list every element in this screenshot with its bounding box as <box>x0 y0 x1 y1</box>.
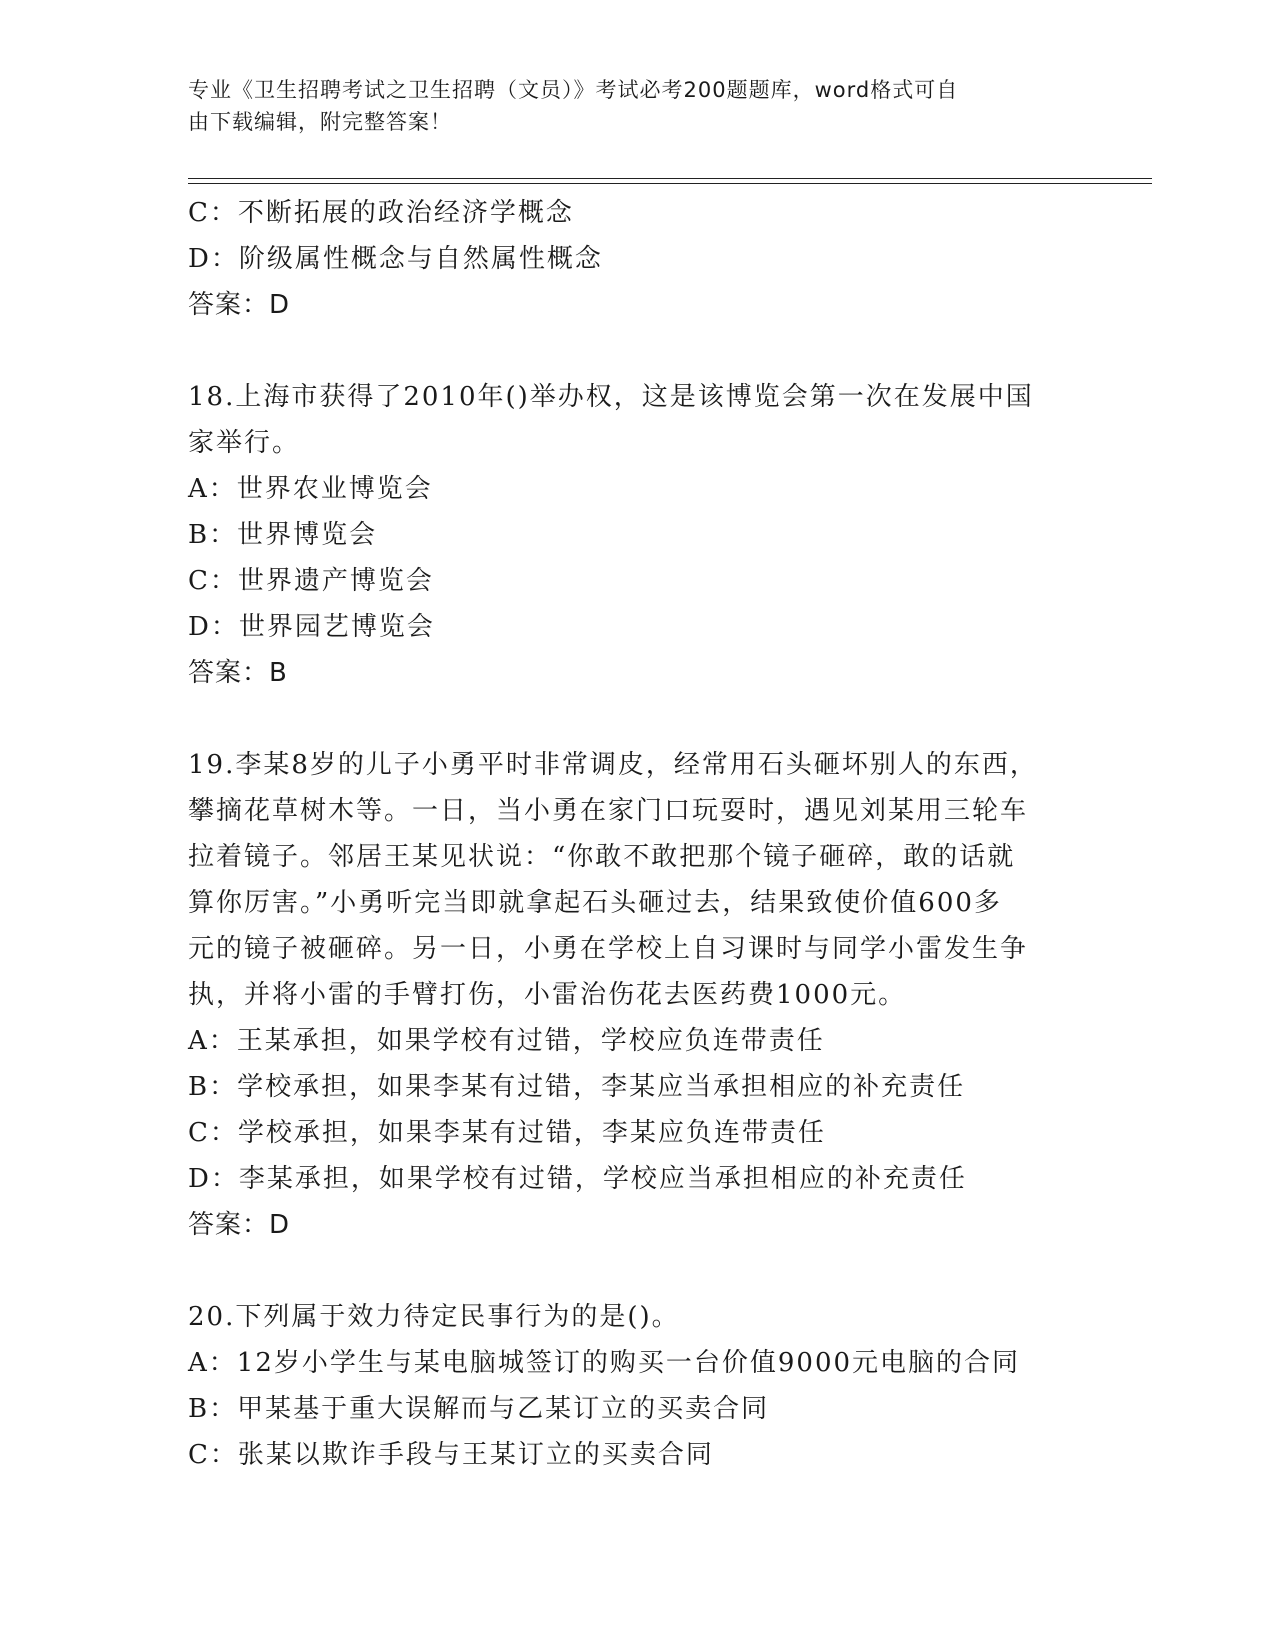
q19-stem-line-4: 算你厉害。”小勇听完当即就拿起石头砸过去，结果致使价值600多 <box>188 888 1002 918</box>
q19-option-c: C：学校承担，如果李某有过错，李某应负连带责任 <box>188 1118 826 1148</box>
question-17 <box>188 190 1068 328</box>
q17-answer: 答案：D <box>188 290 291 320</box>
q20-stem-line-1: 20.下列属于效力待定民事行为的是()。 <box>188 1302 680 1332</box>
q19-stem-line-3: 拉着镜子。邻居王某见状说：“你敢不敢把那个镜子砸碎，敢的话就 <box>188 842 1016 872</box>
q18-option-a: A：世界农业博览会 <box>188 474 433 504</box>
header-rule-bottom <box>188 183 1152 184</box>
q19-stem-line-5: 元的镜子被砸碎。另一日，小勇在学校上自习课时与同学小雷发生争 <box>188 934 1029 964</box>
q20-option-c: C：张某以欺诈手段与王某订立的买卖合同 <box>188 1440 714 1470</box>
q20-option-b: B：甲某基于重大误解而与乙某订立的买卖合同 <box>188 1394 770 1424</box>
q18-option-c: C：世界遗产博览会 <box>188 566 434 596</box>
q18-answer: 答案：B <box>188 658 288 688</box>
q19-stem-line-1: 19.李某8岁的儿子小勇平时非常调皮，经常用石头砸坏别人的东西， <box>188 750 1038 780</box>
spacer <box>188 328 1068 374</box>
document-body <box>188 190 1068 1478</box>
q18-option-d: D：世界园艺博览会 <box>188 612 435 642</box>
q17-option-d: D：阶级属性概念与自然属性概念 <box>188 244 603 274</box>
q19-stem-line-2: 攀摘花草树木等。一日，当小勇在家门口玩耍时，遇见刘某用三轮车 <box>188 796 1029 826</box>
q17-option-c: C：不断拓展的政治经济学概念 <box>188 198 574 228</box>
spacer <box>188 1248 1068 1294</box>
header-rule-top <box>188 178 1152 179</box>
q18-option-b: B：世界博览会 <box>188 520 378 550</box>
q19-stem-line-6: 执，并将小雷的手臂打伤，小雷治伤花去医药费1000元。 <box>188 980 907 1010</box>
q18-stem-line-1: 18.上海市获得了2010年()举办权，这是该博览会第一次在发展中国 <box>188 382 1034 412</box>
q19-answer: 答案：D <box>188 1210 291 1240</box>
question-18 <box>188 374 1068 696</box>
header-line-2: 由下载编辑，附完整答案！ <box>188 110 452 134</box>
q19-option-b: B：学校承担，如果李某有过错，李某应当承担相应的补充责任 <box>188 1072 966 1102</box>
page-header <box>188 74 1088 138</box>
spacer <box>188 696 1068 742</box>
header-line-1: 专业《卫生招聘考试之卫生招聘（文员）》考试必考200题题库，word格式可自 <box>188 78 959 102</box>
q19-option-a: A：王某承担，如果学校有过错，学校应负连带责任 <box>188 1026 825 1056</box>
q20-option-a: A：12岁小学生与某电脑城签订的购买一台价值9000元电脑的合同 <box>188 1348 1021 1378</box>
question-20 <box>188 1294 1068 1478</box>
q19-option-d: D：李某承担，如果学校有过错，学校应当承担相应的补充责任 <box>188 1164 967 1194</box>
question-19 <box>188 742 1068 1248</box>
q18-stem-line-2: 家举行。 <box>188 428 301 458</box>
